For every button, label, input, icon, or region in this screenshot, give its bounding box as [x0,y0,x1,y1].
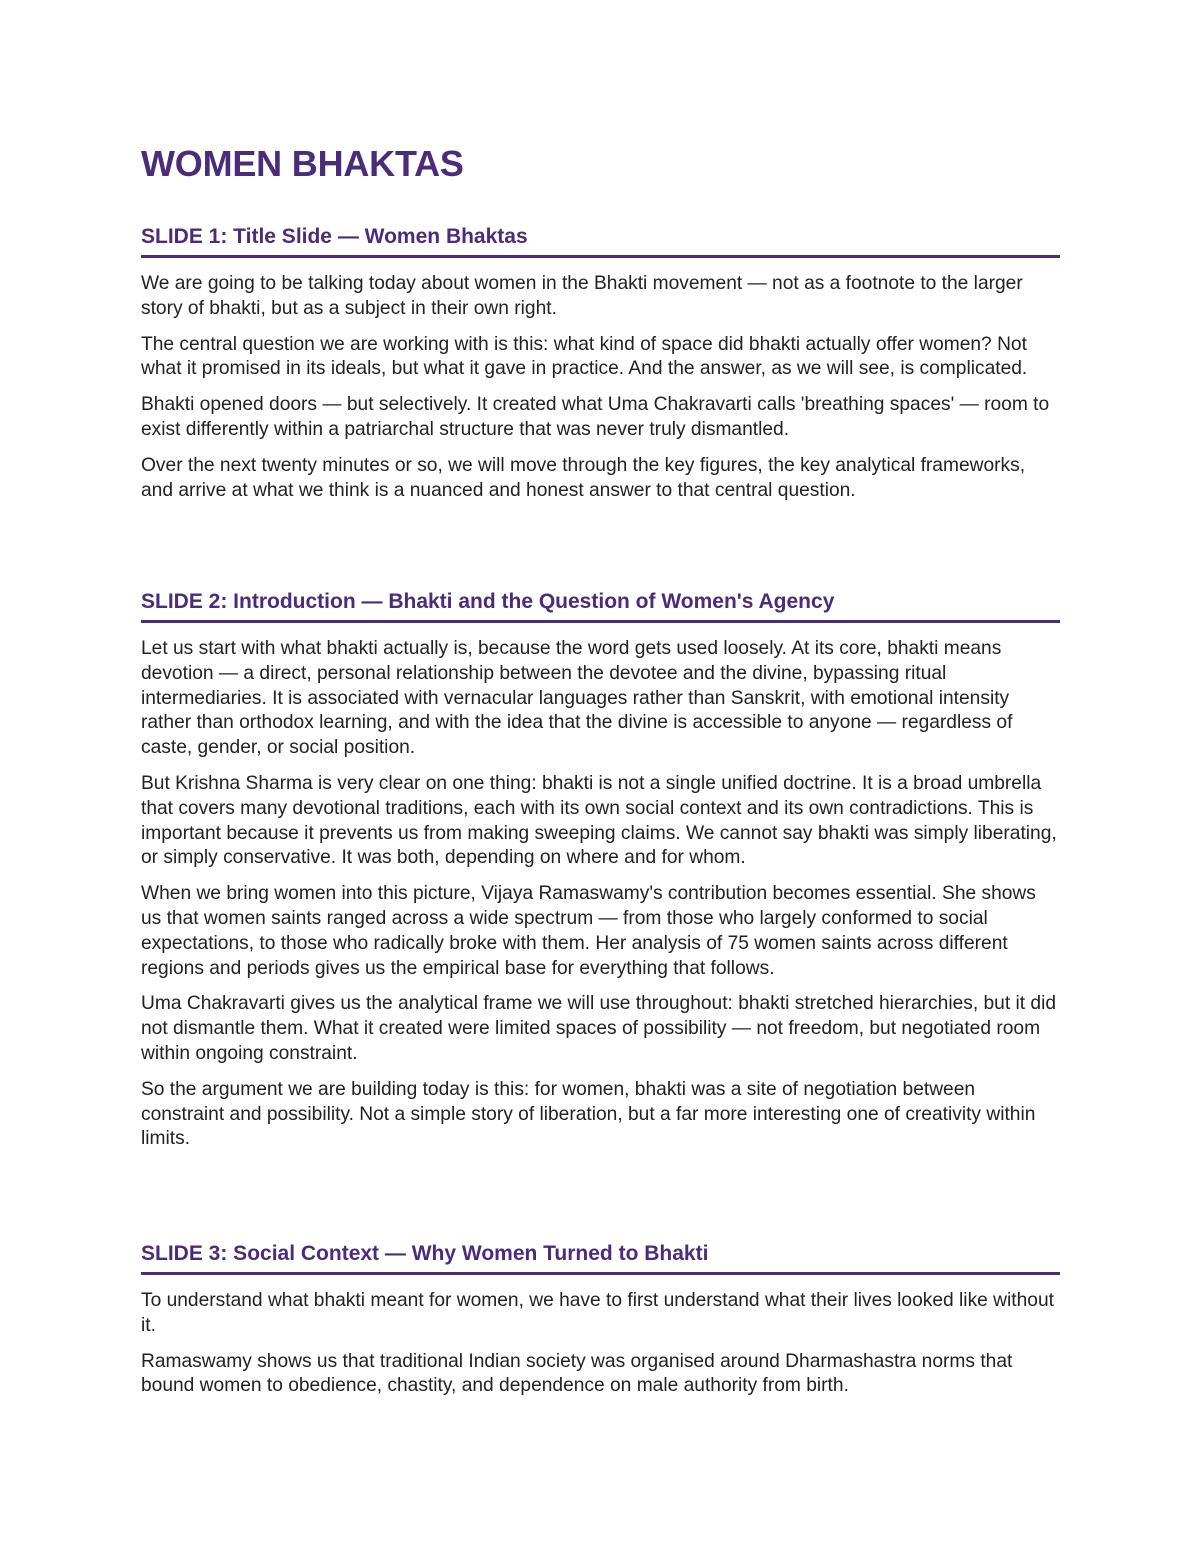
paragraph: To understand what bhakti meant for women, we have to first understand what their lives looked like without it. [141,1290,1054,1336]
section-body [141,637,1060,1152]
paragraph: The central question we are working with is this: what kind of space did bhakti actually offer women? Not what it promised in its ideals, but what it gave in practice. And the answer, as we will see, is complicated. [141,333,1028,380]
paragraph: Over the next twenty minutes or so, we will move through the key figures, the key analytical frameworks, and arrive at what we think is a nuanced and honest answer to that central question. [141,454,1026,501]
paragraph: We are going to be talking today about women in the Bhakti movement — not as a footnote to the larger story of bhakti, but as a subject in their own right. [141,273,1023,319]
paragraph: But Krishna Sharma is very clear on one thing: bhakti is not a single unified doctrine. It is a broad umbrella that covers many devotional traditions, each with its own social context and its own contradictions. This is important because it prevents us from making sweeping claims. We cannot say bhakti was simply liberating, or simply conservative. It was both, depending on where and for whom. [141,772,1057,869]
section-slide-2 [141,589,1060,1152]
paragraph: Uma Chakravarti gives us the analytical frame we will use throughout: bhakti stretched hierarchies, but it did not dismantle them. What it created were limited spaces of possibility — not freedom, but negotiated room within ongoing constraint. [141,993,1057,1064]
paragraph: Let us start with what bhakti actually is, because the word gets used loosely. At its core, bhakti means devotion — a direct, personal relationship between the devotee and the divine, bypassing ritual intermediaries. It is associated with vernacular languages rather than Sanskrit, with emotional intensity rather than orthodox learning, and with the idea that the divine is accessible to anyone — regardless of caste, gender, or social position. [141,638,1013,759]
section-body [141,272,1060,503]
section-heading: SLIDE 1: Title Slide — Women Bhaktas [141,224,1060,258]
paragraph: When we bring women into this picture, Vijaya Ramaswamy's contribution becomes essential. She shows us that women saints ranged across a wide spectrum — from those who largely conformed to social expectations, to those who radically broke with them. Her analysis of 75 women saints across different regions and periods gives us the empirical base for everything that follows. [141,883,1036,979]
paragraph: So the argument we are building today is this: for women, bhakti was a site of negotiation between constraint and possibility. Not a simple story of liberation, but a far more interesting one of creativity within limits. [141,1078,1036,1150]
section-heading: SLIDE 2: Introduction — Bhakti and the Question of Women's Agency [141,589,1060,623]
section-slide-1 [141,224,1060,503]
paragraph: Ramaswamy shows us that traditional Indian society was organised around Dharmashastra norms that bound women to obedience, chastity, and dependence on male authority from birth. [141,1350,1013,1397]
section-body [141,1289,1060,1399]
section-slide-3 [141,1241,1060,1399]
document-title: WOMEN BHAKTAS [141,143,464,184]
section-heading: SLIDE 3: Social Context — Why Women Turned to Bhakti [141,1241,1060,1275]
paragraph: Bhakti opened doors — but selectively. It created what Uma Chakravarti calls 'breathing spaces' — room to exist differently within a patriarchal structure that was never truly dismantled. [141,394,1050,440]
